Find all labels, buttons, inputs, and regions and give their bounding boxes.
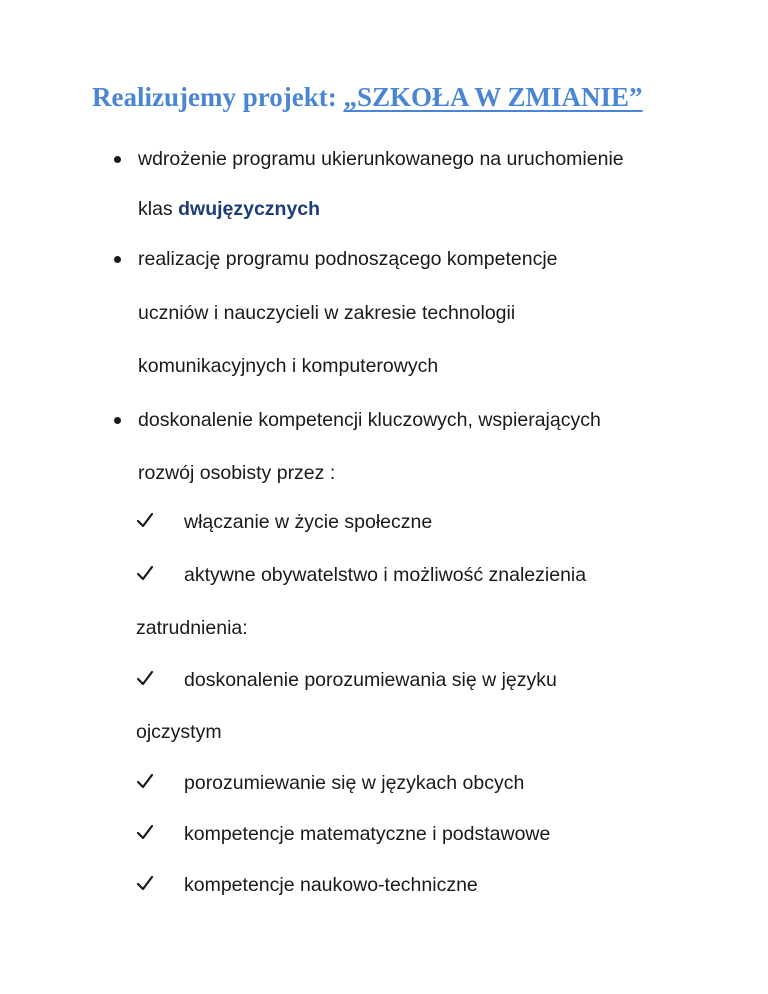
checkmark-icon — [136, 823, 154, 841]
title-project-name: „SZKOŁA W ZMIANIE” — [343, 82, 643, 112]
checkmark-icon — [136, 564, 154, 582]
check-6-text: kompetencje naukowo-techniczne — [184, 874, 478, 896]
bullet-2-line-2: uczniów i nauczycieli w zakresie technologii — [138, 302, 516, 324]
title-prefix: Realizujemy projekt: — [92, 82, 344, 112]
checkmark-icon — [136, 772, 154, 790]
bullet-1-line-1: wdrożenie programu ukierunkowanego na uruchomienie — [138, 148, 624, 170]
bullet-dot-icon — [114, 417, 121, 424]
bullet-3-line-2: rozwój osobisty przez : — [138, 462, 336, 484]
check-2-continuation: zatrudnienia: — [136, 617, 248, 639]
check-4-text: porozumiewanie się w językach obcych — [184, 772, 525, 794]
bullet-2-line-1: realizację programu podnoszącego kompetencje — [138, 248, 558, 270]
bullet-1-bold-word: dwujęzycznych — [178, 198, 321, 220]
check-2-text: aktywne obywatelstwo i możliwość znalezienia — [184, 564, 587, 586]
checkmark-icon — [136, 511, 154, 529]
bullet-2-line-3: komunikacyjnych i komputerowych — [138, 355, 439, 377]
bullet-3-line-1: doskonalenie kompetencji kluczowych, wspierających — [138, 409, 601, 431]
bullet-dot-icon — [114, 156, 121, 163]
checkmark-icon — [136, 669, 154, 687]
checkmark-icon — [136, 874, 154, 892]
check-3-text: doskonalenie porozumiewania się w języku — [184, 669, 557, 691]
check-1-text: włączanie w życie społeczne — [184, 511, 433, 533]
bullet-1-line-2 — [138, 197, 320, 221]
bullet-1-prefix: klas — [138, 198, 179, 220]
check-3-continuation: ojczystym — [136, 721, 222, 743]
bullet-dot-icon — [114, 256, 121, 263]
check-5-text: kompetencje matematyczne i podstawowe — [184, 823, 551, 845]
page-title — [92, 82, 643, 113]
